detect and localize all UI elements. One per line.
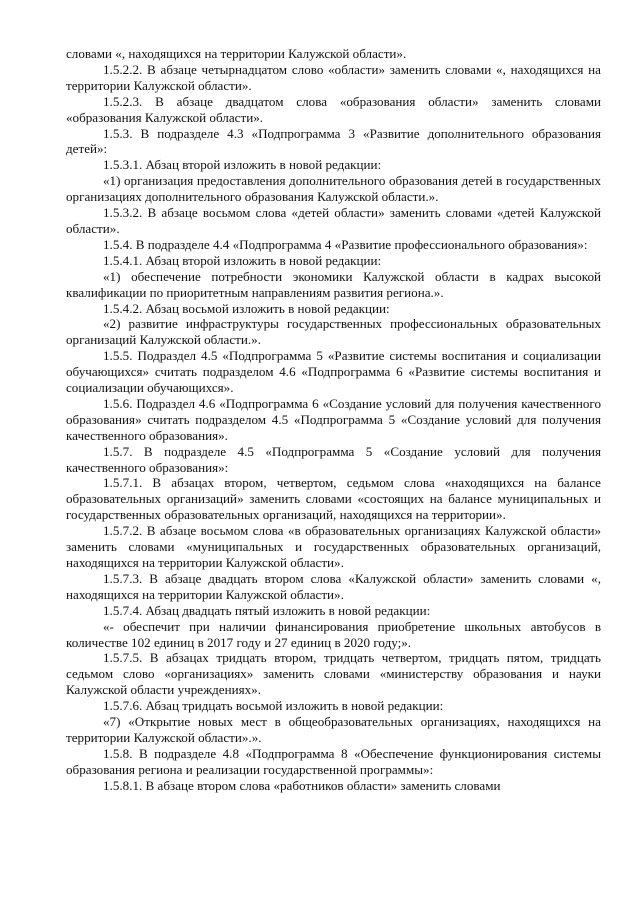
paragraph: «7) «Открытие новых мест в общеобразовательных организациях, находящихся на территории Калужской области».».: [66, 714, 601, 745]
paragraph: 1.5.3.1. Абзац второй изложить в новой редакции:: [103, 157, 382, 173]
paragraph: 1.5.2.3. В абзаце двадцатом слова «образования области» заменить словами «образования Калужской области».: [66, 93, 601, 125]
paragraph: 1.5.7.4. Абзац двадцать пятый изложить в новой редакции:: [103, 602, 431, 618]
paragraph: 1.5.8. В подразделе 4.8 «Подпрограмма 8 «Обеспечение функционирования системы образования региона и реализации государственной программы»:: [66, 745, 601, 777]
paragraph: 1.5.8.1. В абзаце втором слова «работников области» заменить словами: [103, 777, 501, 793]
paragraph: 1.5.4.1. Абзац второй изложить в новой редакции:: [103, 252, 382, 268]
paragraph: 1.5.6. Подраздел 4.6 «Подпрограмма 6 «Создание условий для получения качественного образования» считать подразделом 4.5 «Подпрограмма 5 «Создание условий для получения качественного образования».: [66, 395, 601, 443]
paragraph: «- обеспечит при наличии финансирования приобретение школьных автобусов в количестве 102 единиц в 2017 году и 27 единиц в 2020 году;».: [66, 618, 601, 650]
paragraph: 1.5.7.5. В абзацах тридцать втором, тридцать четвертом, тридцать пятом, тридцать седьмом слово «организациях» заменить словами «министерству образования и науки Калужской области учреждениях».: [66, 650, 601, 698]
paragraph: «1) обеспечение потребности экономики Калужской области в кадрах высокой квалификации по приоритетным направлениям развития региона.».: [66, 268, 601, 300]
paragraph: 1.5.3. В подразделе 4.3 «Подпрограмма 3 «Развитие дополнительного образования детей»:: [66, 125, 601, 157]
paragraph: 1.5.5. Подраздел 4.5 «Подпрограмма 5 «Развитие системы воспитания и социализации обучающихся» считать подразделом 4.6 «Подпрограмма 6 «Развитие системы воспитания и социализации обучающихся».: [66, 348, 601, 396]
paragraph: 1.5.4. В подразделе 4.4 «Подпрограмма 4 «Развитие профессионального образования»:: [103, 236, 588, 252]
document-body: [66, 46, 601, 794]
paragraph: «2) развитие инфраструктуры государственных профессиональных образовательных организаций Калужской области.».: [66, 316, 601, 348]
paragraph: 1.5.7.3. В абзаце двадцать втором слова «Калужской области» заменить словами «, находящихся на территории Калужской области».: [66, 570, 601, 602]
paragraph: 1.5.7.6. Абзац тридцать восьмой изложить в новой редакции:: [103, 698, 444, 714]
paragraph: 1.5.2.2. В абзаце четырнадцатом слово «области» заменить словами «, находящихся на территории Калужской области».: [66, 61, 601, 93]
paragraph: 1.5.3.2. В абзаце восьмом слова «детей области» заменить словами «детей Калужской области».: [66, 205, 601, 236]
paragraph: 1.5.4.2. Абзац восьмой изложить в новой редакции:: [103, 300, 390, 316]
paragraph: 1.5.7. В подразделе 4.5 «Подпрограмма 5 «Создание условий для получения качественного образования»:: [66, 443, 601, 475]
paragraph: «1) организация предоставления дополнительного образования детей в государственных организациях дополнительного образования Калужской области.».: [66, 173, 601, 205]
paragraph: 1.5.7.1. В абзацах втором, четвертом, седьмом слова «находящихся на балансе образовательных организаций» заменить словами «состоящих на балансе муниципальных и государственных образовательных организаций, находящихся на территории».: [66, 475, 601, 523]
paragraph: 1.5.7.2. В абзаце восьмом слова «в образовательных организациях Калужской области» заменить словами «муниципальных и государственных образовательных организаций, находящихся на территории Калужской области».: [66, 523, 601, 570]
paragraph: словами «, находящихся на территории Калужской области».: [66, 46, 407, 61]
